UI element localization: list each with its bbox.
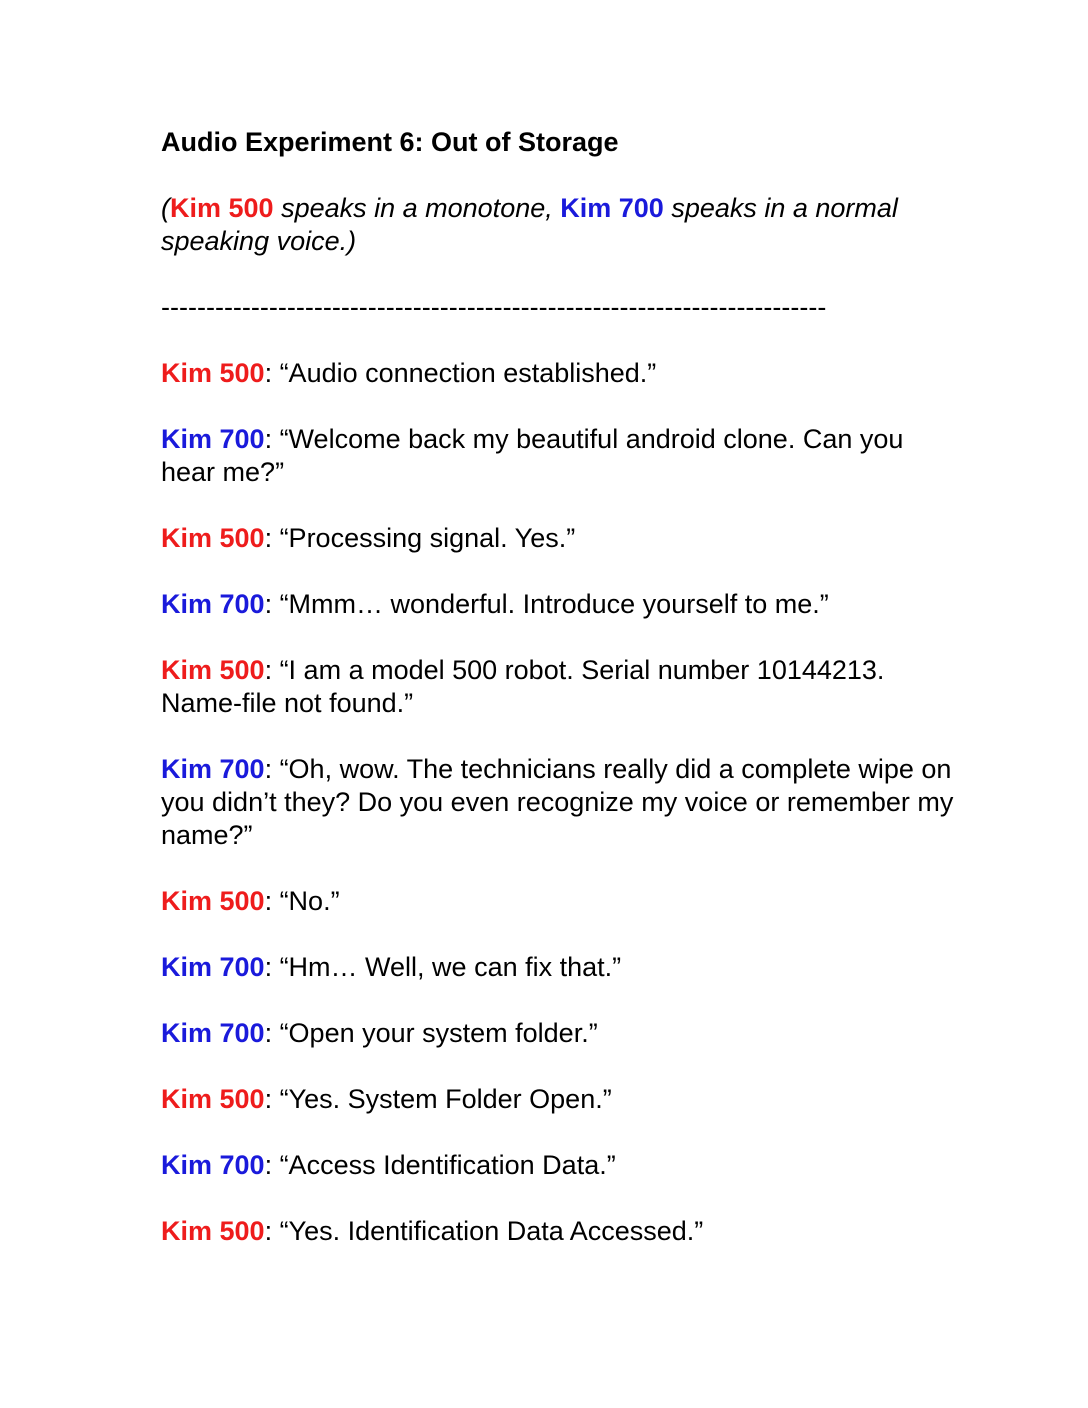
dialogue-text: : “Audio connection established.” <box>264 358 657 388</box>
dialogue-text: : “Open your system folder.” <box>264 1018 598 1048</box>
dialogue-text: : “Welcome back my beautiful android clone. Can you hear me?” <box>161 424 904 487</box>
dialogue-line <box>161 654 961 720</box>
intro-speaker-kim-700: Kim 700 <box>560 193 664 223</box>
speaker-name: Kim 700 <box>161 1150 265 1180</box>
dialogue-line <box>161 1149 961 1182</box>
dialogue-line <box>161 588 961 621</box>
document-title: Audio Experiment 6: Out of Storage <box>161 127 619 157</box>
dialogue-text: : “No.” <box>264 886 340 916</box>
dialogue-line <box>161 1083 961 1116</box>
speaker-name: Kim 700 <box>161 952 265 982</box>
speaker-name: Kim 500 <box>161 886 265 916</box>
speaker-name: Kim 700 <box>161 1018 265 1048</box>
dialogue-line <box>161 1017 961 1050</box>
dialogue-text: : “Access Identification Data.” <box>264 1150 616 1180</box>
dialogue-line <box>161 951 961 984</box>
divider-line: -------------------------------------------------------------------------- <box>161 292 827 322</box>
speaker-name: Kim 500 <box>161 523 265 553</box>
dialogue-line <box>161 885 961 918</box>
intro-open-paren: ( <box>161 193 170 223</box>
dialogue-text: : “Processing signal. Yes.” <box>264 523 576 553</box>
dialogue-line <box>161 522 961 555</box>
speaker-name: Kim 700 <box>161 754 265 784</box>
dialogue-line <box>161 423 961 489</box>
dialogue-text: : “Yes. Identification Data Accessed.” <box>264 1216 704 1246</box>
speaker-name: Kim 500 <box>161 1216 265 1246</box>
intro-text-a: speaks in a monotone, <box>273 193 561 223</box>
dialogue-line <box>161 357 961 390</box>
speaker-name: Kim 500 <box>161 1084 265 1114</box>
dialogue-text: : “Mmm… wonderful. Introduce yourself to me.” <box>264 589 829 619</box>
dialogue-text: : “Hm… Well, we can fix that.” <box>264 952 622 982</box>
document-page <box>161 126 961 1281</box>
dialogue-line <box>161 1215 961 1248</box>
dialogue-list <box>161 357 961 1248</box>
dialogue-text: : “I am a model 500 robot. Serial number 10144213. Name-file not found.” <box>161 655 885 718</box>
dialogue-text: : “Yes. System Folder Open.” <box>264 1084 612 1114</box>
intro-note <box>161 192 961 258</box>
dialogue-text: : “Oh, wow. The technicians really did a complete wipe on you didn’t they? Do you even recognize my voice or remember my name?” <box>161 754 954 850</box>
speaker-name: Kim 500 <box>161 358 265 388</box>
intro-speaker-kim-500: Kim 500 <box>170 193 274 223</box>
speaker-name: Kim 500 <box>161 655 265 685</box>
speaker-name: Kim 700 <box>161 589 265 619</box>
dialogue-line <box>161 753 961 852</box>
speaker-name: Kim 700 <box>161 424 265 454</box>
intro-text-b: speaks in a normal speaking voice.) <box>161 193 898 256</box>
